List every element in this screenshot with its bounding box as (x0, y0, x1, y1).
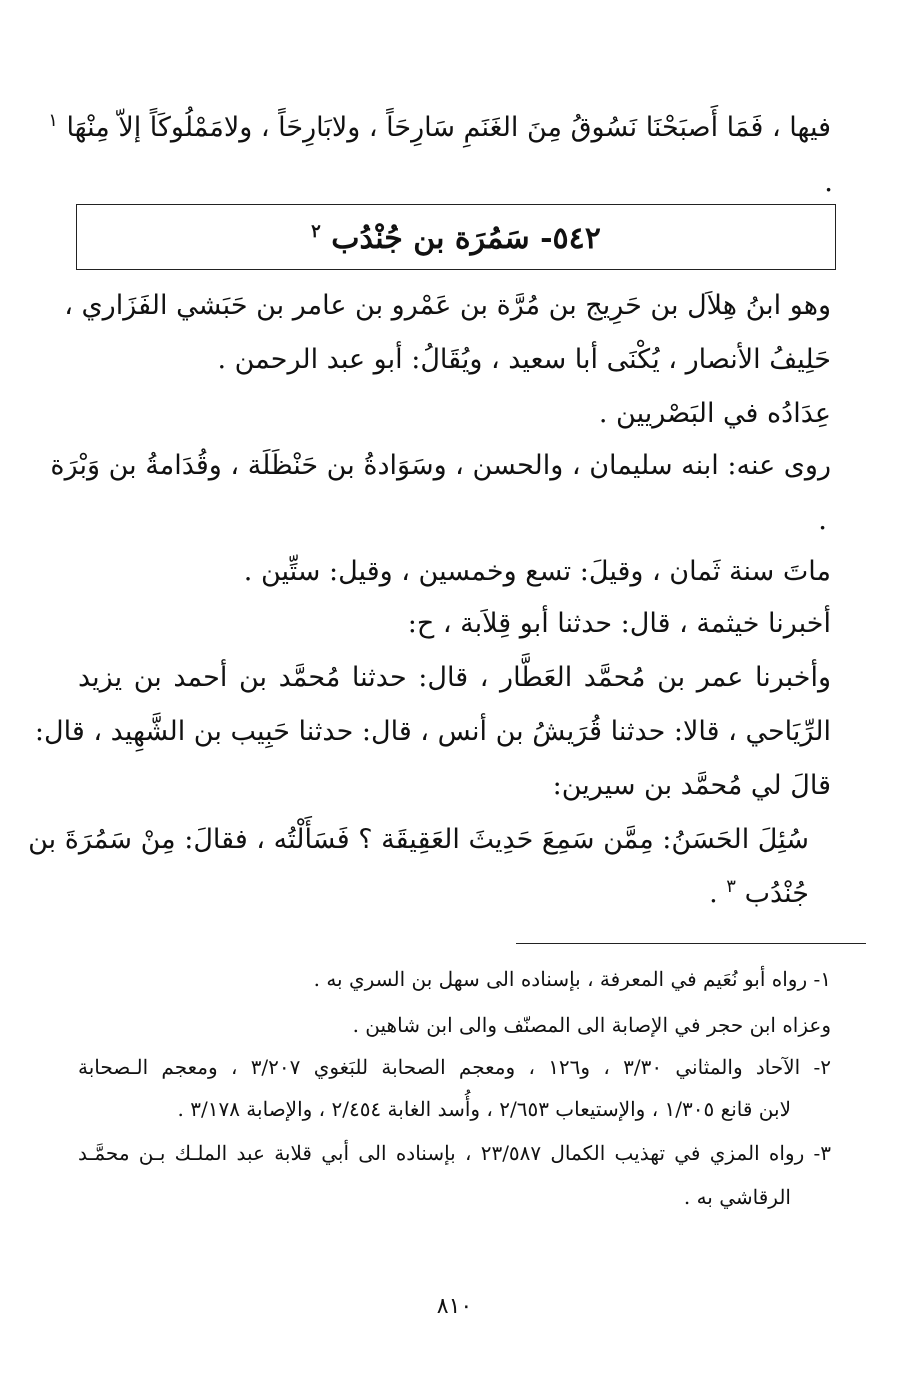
body-line-narrators: روى عنه: ابنه سليمان ، والحسن ، وسَوَادةُ بن حَنْظَلَة ، وقُدَامةُ بن وَبْرَة (50, 450, 831, 481)
footnote-3b: الرقاشي به . (683, 1185, 791, 1209)
continuation-dot: . (824, 165, 833, 198)
narrators-dot: . (818, 503, 827, 536)
page-number: ٨١٠ (436, 1294, 473, 1319)
body-line-isnad-2: وأخبرنا عمر بن مُحمَّد العَطَّار ، قال: حدثنا مُحمَّد بن أحمد بن يزيد (78, 662, 831, 693)
continuation-text: فيها ، فَمَا أَصبَحْنَا نَسُوقُ مِنَ الغَنَمِ سَارِحَاً ، ولابَارِحَاً ، ولامَمْلُوكَاً إلاّ مِنْهَا (66, 112, 831, 143)
footnote-separator (516, 943, 866, 944)
footnote-3a: ٣- رواه المزي في تهذيب الكمال ٢٣/٥٨٧ ، بإسناده الى أبي قلابة عبد الملـك بـن محمَّـد (78, 1141, 831, 1165)
footnote-2b: لابن قانع ١/٣٠٥ ، والإستيعاب ٢/٦٥٣ ، وأُسد الغابة ٢/٤٥٤ ، والإصابة ٣/١٧٨ . (177, 1097, 791, 1121)
section-title-box (76, 204, 836, 270)
body-line-residence: عِدَادُه في البَصْريين . (598, 398, 831, 429)
body-line-death: ماتَ سنة ثَمان ، وقيلَ: تسع وخمسين ، وقيل: ستِّين . (243, 556, 831, 587)
body-line-isnad-4: قالَ لي مُحمَّد بن سيرين: (552, 770, 831, 801)
footnote-ref-3: ٣ (726, 876, 736, 897)
hadith-end-dot: . (709, 878, 718, 909)
footnote-1a: ١- رواه أبو نُعَيم في المعرفة ، بإسناده الى سهل بن السري به . (313, 967, 831, 991)
section-title-text: ٥٤٢- سَمُرَة بن جُنْدُب (331, 221, 601, 256)
footnote-ref-2: ٢ (311, 221, 321, 242)
body-line-isnad-3: الرِّيَاحي ، قالا: حدثنا قُرَيشُ بن أنس ، قال: حدثنا حَبِيب بن الشَّهِيد ، قال: (34, 716, 831, 747)
continuation-line (48, 108, 831, 148)
body-line-hadith: سُئِلَ الحَسَنُ: مِمَّن سَمِعَ حَدِيثَ العَقِيقَة ؟ فَسَأَلْتُه ، فقالَ: مِنْ سَمُرَةَ بن (28, 824, 809, 855)
body-line-isnad-1: أخبرنا خيثمة ، قال: حدثنا أبو قِلاَبة ، ح: (407, 608, 831, 639)
section-title (77, 219, 835, 259)
body-line-hadith-end (78, 874, 809, 914)
hadith-end-text: جُنْدُب (744, 878, 809, 909)
body-line-lineage: وهو ابنُ هِلاَل بن حَرِيج بن مُرَّة بن عَمْرو بن عامر بن حَبَشي الفَزَاري ، (64, 290, 831, 321)
footnote-1b: وعزاه ابن حجر في الإصابة الى المصنّف والى ابن شاهين . (352, 1013, 831, 1037)
footnote-2a: ٢- الآحاد والمثاني ٣/٣٠ ، و١٢٦ ، ومعجم الصحابة للبَغوي ٣/٢٠٧ ، ومعجم الـصحابة (78, 1055, 831, 1079)
footnote-ref-1: ١ (48, 110, 58, 131)
body-line-kunya: حَلِيفُ الأنصار ، يُكْنَى أبا سعيد ، ويُقَالُ: أبو عبد الرحمن . (217, 344, 831, 375)
